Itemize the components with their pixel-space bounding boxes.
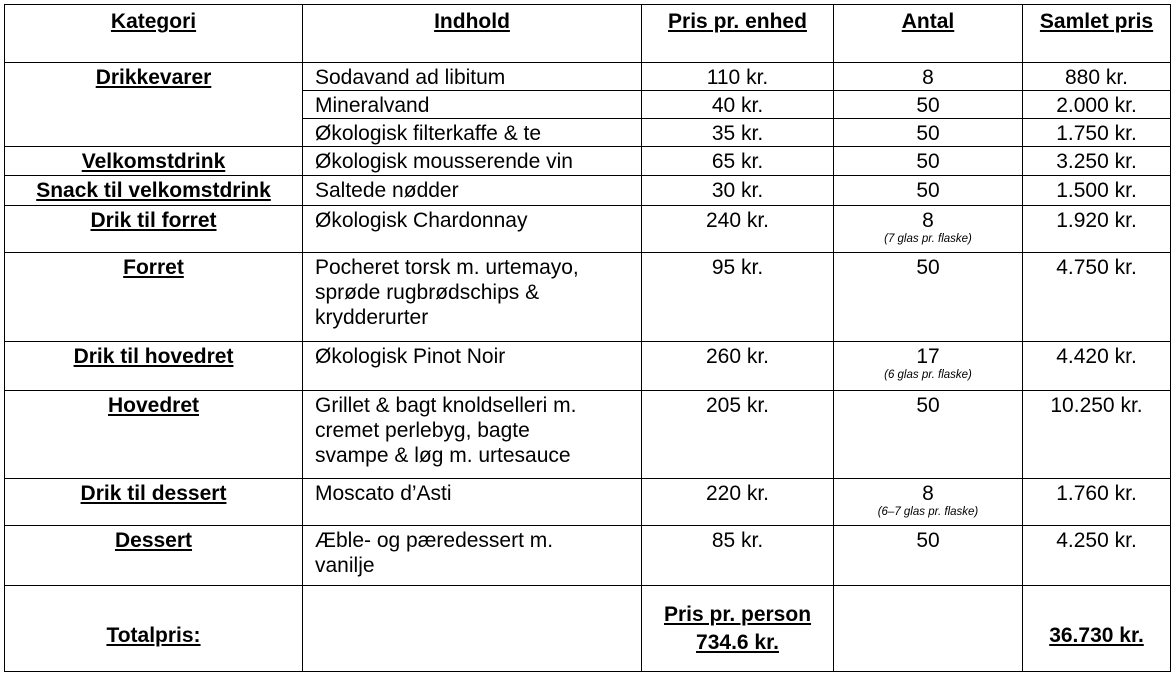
category-cell: Velkomstdrink bbox=[5, 147, 303, 176]
table-row bbox=[5, 147, 1171, 176]
unit-price-cell: 30 kr. bbox=[642, 176, 834, 206]
content-line: krydderurter bbox=[315, 306, 429, 329]
quantity-value: 8 bbox=[922, 482, 934, 505]
content-cell: Mineralvand bbox=[303, 91, 642, 119]
content-cell: Sodavand ad libitum bbox=[303, 63, 642, 91]
total-empty-cell bbox=[303, 586, 642, 672]
category-cell: Drik til forret bbox=[5, 206, 303, 253]
content-line: cremet perlebyg, bagte bbox=[315, 419, 530, 442]
total-cell: 10.250 kr. bbox=[1023, 391, 1171, 479]
content-line: Grillet & bagt knoldselleri m. bbox=[315, 394, 577, 417]
grand-total: 36.730 kr. bbox=[1023, 586, 1171, 672]
total-cell: 1.750 kr. bbox=[1023, 119, 1171, 147]
total-label: Totalpris: bbox=[5, 586, 303, 672]
content-line: sprøde rugbrødschips & bbox=[315, 281, 540, 304]
unit-price-cell: 260 kr. bbox=[642, 342, 834, 391]
unit-price-cell: 95 kr. bbox=[642, 253, 834, 342]
content-cell bbox=[303, 253, 642, 342]
content-cell: Moscato d’Asti bbox=[303, 479, 642, 526]
total-cell: 880 kr. bbox=[1023, 63, 1171, 91]
total-cell: 4.750 kr. bbox=[1023, 253, 1171, 342]
header-category: Kategori bbox=[5, 5, 303, 63]
content-cell: Økologisk Chardonnay bbox=[303, 206, 642, 253]
content-cell: Økologisk mousserende vin bbox=[303, 147, 642, 176]
table-row bbox=[5, 176, 1171, 206]
content-cell bbox=[303, 526, 642, 586]
unit-price-cell: 40 kr. bbox=[642, 91, 834, 119]
quantity-cell: 50 bbox=[834, 526, 1023, 586]
unit-price-cell: 65 kr. bbox=[642, 147, 834, 176]
table-row bbox=[5, 206, 1171, 253]
quantity-note: (7 glas pr. flaske) bbox=[884, 233, 972, 245]
category-cell: Hovedret bbox=[5, 391, 303, 479]
quantity-note: (6–7 glas pr. flaske) bbox=[877, 506, 979, 518]
quantity-cell: 8 bbox=[834, 63, 1023, 91]
total-row bbox=[5, 586, 1171, 672]
quantity-note: (6 glas pr. flaske) bbox=[884, 369, 972, 381]
total-cell: 4.420 kr. bbox=[1023, 342, 1171, 391]
content-cell: Økologisk filterkaffe & te bbox=[303, 119, 642, 147]
per-person-value: 734.6 kr. bbox=[696, 630, 779, 654]
content-cell: Saltede nødder bbox=[303, 176, 642, 206]
unit-price-cell: 220 kr. bbox=[642, 479, 834, 526]
quantity-cell: 50 bbox=[834, 176, 1023, 206]
content-line: vanilje bbox=[315, 554, 375, 577]
header-content: Indhold bbox=[303, 5, 642, 63]
header-quantity: Antal bbox=[834, 5, 1023, 63]
quantity-value: 8 bbox=[922, 209, 934, 232]
total-cell: 1.760 kr. bbox=[1023, 479, 1171, 526]
price-table bbox=[4, 4, 1171, 672]
quantity-cell: 50 bbox=[834, 253, 1023, 342]
table-row bbox=[5, 63, 1171, 91]
table-row bbox=[5, 479, 1171, 526]
quantity-value: 17 bbox=[916, 345, 940, 368]
header-total-price: Samlet pris bbox=[1023, 5, 1171, 63]
table-row bbox=[5, 253, 1171, 342]
table-row bbox=[5, 391, 1171, 479]
total-empty-cell bbox=[834, 586, 1023, 672]
table-row bbox=[5, 526, 1171, 586]
quantity-cell: 50 bbox=[834, 119, 1023, 147]
per-person-cell bbox=[642, 586, 834, 672]
table-row bbox=[5, 342, 1171, 391]
per-person-label: Pris pr. person bbox=[663, 602, 812, 626]
quantity-cell: 50 bbox=[834, 91, 1023, 119]
total-cell: 1.920 kr. bbox=[1023, 206, 1171, 253]
unit-price-cell: 35 kr. bbox=[642, 119, 834, 147]
content-cell bbox=[303, 391, 642, 479]
category-cell: Forret bbox=[5, 253, 303, 342]
content-cell: Økologisk Pinot Noir bbox=[303, 342, 642, 391]
category-cell: Snack til velkomstdrink bbox=[5, 176, 303, 206]
content-line: svampe & løg m. urtesauce bbox=[315, 444, 571, 467]
content-line: Pocheret torsk m. urtemayo, bbox=[315, 256, 579, 279]
unit-price-cell: 85 kr. bbox=[642, 526, 834, 586]
quantity-cell bbox=[834, 342, 1023, 391]
header-unit-price: Pris pr. enhed bbox=[642, 5, 834, 63]
total-cell: 2.000 kr. bbox=[1023, 91, 1171, 119]
category-cell: Drik til hovedret bbox=[5, 342, 303, 391]
unit-price-cell: 110 kr. bbox=[642, 63, 834, 91]
quantity-cell: 50 bbox=[834, 147, 1023, 176]
total-cell: 1.500 kr. bbox=[1023, 176, 1171, 206]
quantity-cell bbox=[834, 206, 1023, 253]
quantity-cell: 50 bbox=[834, 391, 1023, 479]
category-cell: Drik til dessert bbox=[5, 479, 303, 526]
category-cell: Dessert bbox=[5, 526, 303, 586]
header-row bbox=[5, 5, 1171, 63]
content-line: Æble- og pæredessert m. bbox=[315, 529, 554, 552]
unit-price-cell: 205 kr. bbox=[642, 391, 834, 479]
total-cell: 4.250 kr. bbox=[1023, 526, 1171, 586]
unit-price-cell: 240 kr. bbox=[642, 206, 834, 253]
total-cell: 3.250 kr. bbox=[1023, 147, 1171, 176]
category-cell: Drikkevarer bbox=[5, 63, 303, 147]
quantity-cell bbox=[834, 479, 1023, 526]
